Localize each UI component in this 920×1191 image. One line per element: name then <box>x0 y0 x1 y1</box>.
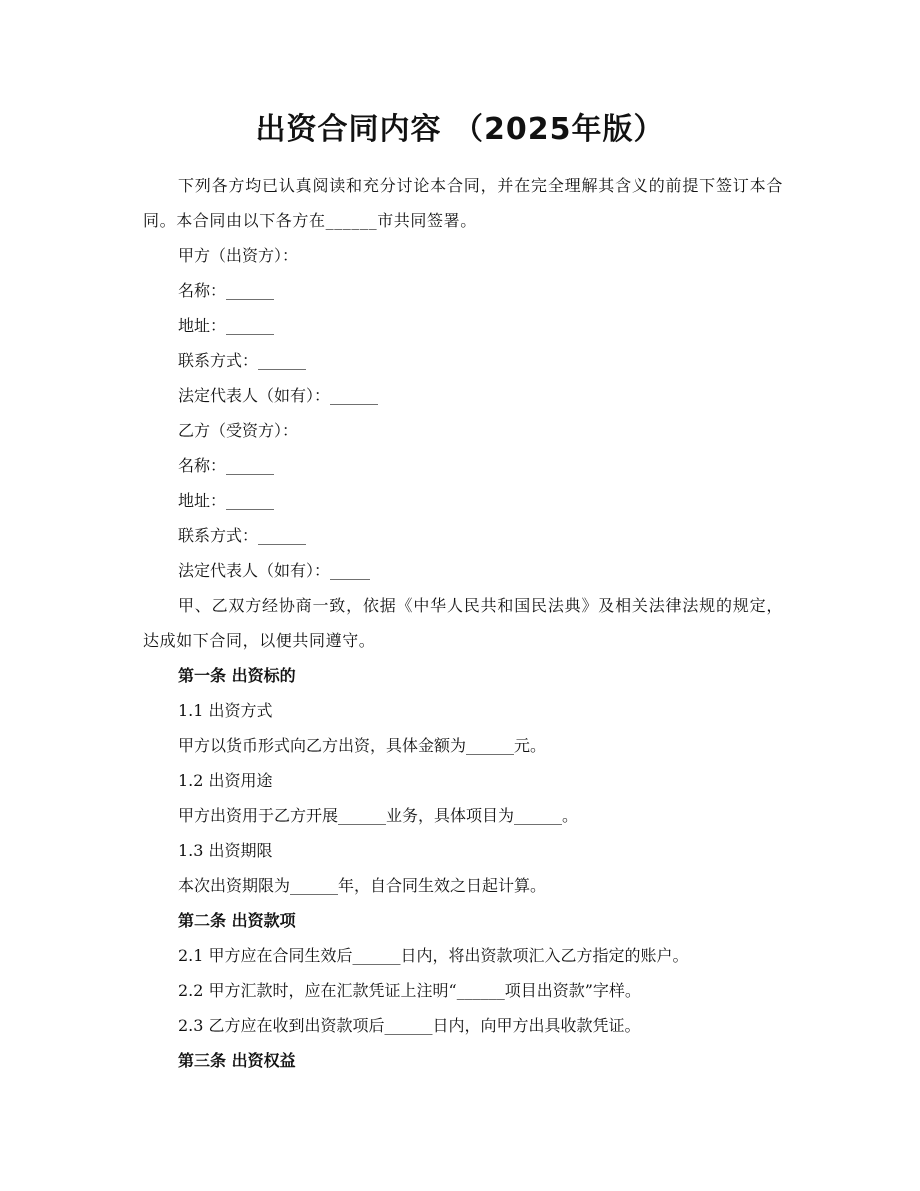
party-a-contact: 联系方式：______ <box>178 351 307 370</box>
section-1-3-title: 1.3 出资期限 <box>178 841 273 860</box>
clause-2-2: 2.2 甲方汇款时，应在汇款凭证上注明“______项目出资款”字样。 <box>178 981 641 1000</box>
article-2-heading: 第二条 出资款项 <box>178 911 296 930</box>
clause-2-1: 2.1 甲方应在合同生效后______日内，将出资款项汇入乙方指定的账户。 <box>178 946 689 965</box>
party-a-representative: 法定代表人（如有）：______ <box>178 386 379 405</box>
section-1-2-title: 1.2 出资用途 <box>178 771 273 790</box>
party-b-address: 地址：______ <box>178 491 275 510</box>
intro-paragraph: 下列各方均已认真阅读和充分讨论本合同，并在完全理解其含义的前提下签订本合同。本合同由以下各方在______市共同签署。 <box>143 176 783 230</box>
agreement-paragraph: 甲、乙双方经协商一致，依据《中华人民共和国民法典》及相关法律法规的规定，达成如下合同，以便共同遵守。 <box>143 596 783 650</box>
section-1-1-title: 1.1 出资方式 <box>178 701 273 720</box>
party-b-heading: 乙方（受资方）： <box>178 421 299 440</box>
document-title: 出资合同内容 （2025年版） <box>255 112 665 147</box>
section-1-3-text: 本次出资期限为______年，自合同生效之日起计算。 <box>178 876 547 895</box>
article-1-heading: 第一条 出资标的 <box>178 666 296 685</box>
party-a-name: 名称：______ <box>178 281 275 300</box>
party-b-name: 名称：______ <box>178 456 275 475</box>
section-1-2-text: 甲方出资用于乙方开展______业务，具体项目为______。 <box>178 806 579 825</box>
party-a-address: 地址：______ <box>178 316 275 335</box>
party-a-heading: 甲方（出资方）： <box>178 246 299 265</box>
party-b-representative: 法定代表人（如有）：_____ <box>178 561 371 580</box>
document-body <box>143 168 783 1078</box>
article-3-heading: 第三条 出资权益 <box>178 1051 296 1070</box>
clause-2-3: 2.3 乙方应在收到出资款项后______日内，向甲方出具收款凭证。 <box>178 1016 641 1035</box>
section-1-1-text: 甲方以货币形式向乙方出资，具体金额为______元。 <box>178 736 547 755</box>
party-b-contact: 联系方式：______ <box>178 526 307 545</box>
